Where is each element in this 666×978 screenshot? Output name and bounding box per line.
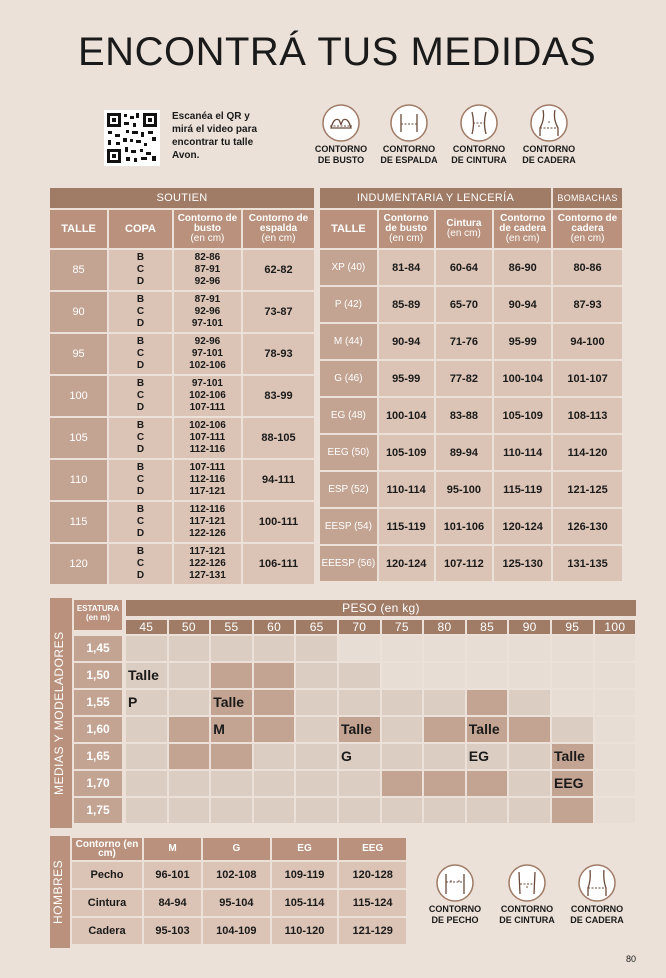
copa-value: C — [136, 264, 145, 275]
busto-value: 97-101 — [191, 318, 223, 329]
indumentaria-header: INDUMENTARIA Y LENCERÍA — [320, 188, 551, 208]
size-label: Talle — [341, 721, 372, 737]
size-cell — [169, 636, 210, 661]
size-cell — [595, 798, 636, 823]
copa-value: B — [136, 378, 145, 389]
chest-measure-icon — [436, 864, 474, 902]
indu-cintura: 60-64 — [436, 250, 493, 285]
copa-value: D — [136, 360, 145, 371]
size-cell — [211, 663, 252, 688]
soutien-copa — [109, 334, 172, 374]
size-cell — [169, 771, 210, 796]
busto-value: 122-126 — [189, 528, 226, 539]
weight-label: 100 — [595, 620, 636, 634]
size-label: Talle — [213, 694, 245, 710]
copa-value: D — [136, 276, 145, 287]
hombres-value: 115-124 — [339, 890, 406, 916]
weight-label: 70 — [339, 620, 380, 634]
page-title: ENCONTRÁ TUS MEDIDAS — [78, 30, 597, 74]
soutien-talle: 85 — [50, 250, 107, 290]
hombres-value: 96-101 — [144, 862, 201, 888]
indu-busto: 115-119 — [379, 509, 434, 544]
size-cell — [254, 690, 295, 715]
bust-measure-icon — [322, 104, 360, 142]
indu-talle: M (44) — [320, 324, 377, 359]
waist-measure-icon — [460, 104, 498, 142]
size-cell — [509, 663, 550, 688]
busto-value: 117-121 — [189, 486, 226, 497]
indu-cintura: 101-106 — [436, 509, 493, 544]
men-measure-icons — [420, 864, 640, 934]
size-cell — [126, 798, 167, 823]
copa-value: B — [136, 462, 145, 473]
size-label: P — [128, 694, 138, 710]
size-cell — [296, 771, 337, 796]
indu-cintura: 77-82 — [436, 361, 493, 396]
weight-label: 60 — [254, 620, 295, 634]
copa-value: B — [136, 420, 145, 431]
soutien-talle: 90 — [50, 292, 107, 332]
indu-bomb: 80-86 — [553, 250, 622, 285]
soutien-copa — [109, 460, 172, 500]
soutien-talle: 105 — [50, 418, 107, 458]
chest-icon-item: CONTORNO DE PECHO — [420, 864, 490, 926]
indu-cintura: 89-94 — [436, 435, 493, 470]
size-cell — [424, 690, 465, 715]
hombres-value: 95-104 — [203, 890, 270, 916]
soutien-copa — [109, 292, 172, 332]
height-label: 1,70 — [74, 771, 122, 796]
size-cell — [509, 717, 550, 742]
estatura-header: ESTATURA (en m) — [74, 600, 122, 630]
size-cell — [382, 636, 423, 661]
size-cell — [467, 663, 508, 688]
indu-bomb: 114-120 — [553, 435, 622, 470]
size-cell — [467, 690, 508, 715]
height-label: 1,65 — [74, 744, 122, 769]
copa-value: D — [136, 570, 145, 581]
copa-value: C — [136, 348, 145, 359]
busto-value: 102-106 — [189, 420, 226, 431]
size-cell — [595, 744, 636, 769]
copa-value: D — [136, 528, 145, 539]
weight-label: 65 — [296, 620, 337, 634]
size-cell — [254, 744, 295, 769]
size-cell — [509, 798, 550, 823]
busto-value: 102-106 — [189, 390, 226, 401]
size-cell — [126, 717, 167, 742]
men-waist-measure-icon — [508, 864, 546, 902]
size-cell — [595, 690, 636, 715]
copa-value: C — [136, 306, 145, 317]
size-cell — [296, 636, 337, 661]
size-cell — [254, 771, 295, 796]
busto-value: 107-111 — [189, 462, 226, 473]
soutien-copa — [109, 376, 172, 416]
back-icon-item: CONTORNO DE ESPALDA — [374, 104, 444, 166]
busto-value: 82-86 — [194, 252, 221, 263]
size-cell — [254, 717, 295, 742]
peso-header: PESO (en kg) — [126, 600, 636, 616]
indumentaria-table: INDUMENTARIA Y LENCERÍA BOMBACHAS TALLE Contorno de busto (en cm) Cintura (en cm) Contorno de cadera (en cm) Contorno de cadera (en cm) XP (40) 81-84 60-64 86-90 80-86 P (42) 85-89 65-70 90-94 87-93 M (44) 90-94 71-76 95-99 94-100 G (46) 95-99 77-82 100-104 101-107 EG (48) 100-104 83-88 105-109 108-113 EEG (50) 105-109 89-94 110-114 114-120 ESP (52) 110-114 95-100 115-119 121-125 EESP (54) 115-119 101-106 120-124 126-130 EEESP (56) 120-124 107-112 125-130 131-135 — [318, 186, 624, 583]
size-cell — [296, 717, 337, 742]
soutien-busto — [174, 502, 241, 542]
size-label: M — [213, 721, 225, 737]
indu-busto: 90-94 — [379, 324, 434, 359]
hombres-side-label: HOMBRES — [51, 859, 65, 925]
soutien-busto — [174, 460, 241, 500]
indu-talle: XP (40) — [320, 250, 377, 285]
indu-cadera: 125-130 — [494, 546, 551, 581]
indu-cintura: 95-100 — [436, 472, 493, 507]
size-cell — [509, 744, 550, 769]
bombachas-header: BOMBACHAS — [553, 188, 622, 208]
indu-cadera: 115-119 — [494, 472, 551, 507]
bust-icon-item: CONTORNO DE BUSTO — [306, 104, 376, 166]
soutien-talle: 110 — [50, 460, 107, 500]
size-cell — [424, 744, 465, 769]
weight-label: 95 — [552, 620, 593, 634]
hombres-value: 121-129 — [339, 918, 406, 944]
size-cell — [424, 663, 465, 688]
hombres-section: HOMBRES Contorno (en cm) M G EG EEG Pecho 96-101 102-108 109-119 120-128 Cintura 84-94 95-104 105-114 115-124 Cadera 95-103 104-109 110-120 121-129 — [50, 836, 410, 948]
size-cell — [254, 636, 295, 661]
size-cell — [424, 717, 465, 742]
indu-busto: 120-124 — [379, 546, 434, 581]
size-cell — [382, 663, 423, 688]
qr-code-icon[interactable] — [104, 110, 160, 166]
size-label: EG — [468, 748, 490, 764]
indu-cintura: 71-76 — [436, 324, 493, 359]
soutien-copa — [109, 418, 172, 458]
indu-bomb: 108-113 — [553, 398, 622, 433]
soutien-busto — [174, 376, 241, 416]
indu-cadera: 105-109 — [494, 398, 551, 433]
weight-label: 85 — [467, 620, 508, 634]
copa-value: D — [136, 444, 145, 455]
size-cell — [211, 798, 252, 823]
indu-bomb: 101-107 — [553, 361, 622, 396]
indu-bomb: 126-130 — [553, 509, 622, 544]
hombres-value: 105-114 — [272, 890, 338, 916]
copa-value: B — [136, 546, 145, 557]
soutien-busto — [174, 334, 241, 374]
indu-cadera: 110-114 — [494, 435, 551, 470]
size-cell — [509, 771, 550, 796]
indu-cadera: 95-99 — [494, 324, 551, 359]
soutien-espalda: 106-111 — [243, 544, 314, 584]
soutien-talle: 115 — [50, 502, 107, 542]
size-cell — [296, 690, 337, 715]
hombres-value: 84-94 — [144, 890, 201, 916]
indu-talle: EEG (50) — [320, 435, 377, 470]
busto-value: 87-91 — [194, 264, 221, 275]
men-hip-icon-item: CONTORNO DE CADERA — [562, 864, 632, 926]
size-cell — [211, 636, 252, 661]
copa-value: B — [136, 504, 145, 515]
size-cell — [169, 663, 210, 688]
indu-talle: P (42) — [320, 287, 377, 322]
busto-value: 112-116 — [189, 444, 226, 455]
soutien-espalda: 78-93 — [243, 334, 314, 374]
busto-value: 87-91 — [194, 294, 221, 305]
back-measure-icon — [390, 104, 428, 142]
size-cell — [211, 771, 252, 796]
indu-talle: EESP (54) — [320, 509, 377, 544]
height-label: 1,60 — [74, 717, 122, 742]
size-cell — [382, 744, 423, 769]
busto-value: 97-101 — [191, 378, 223, 389]
hombres-value: 110-120 — [272, 918, 338, 944]
size-cell — [126, 636, 167, 661]
hombres-value: 95-103 — [144, 918, 201, 944]
size-cell — [424, 636, 465, 661]
size-cell — [467, 798, 508, 823]
size-cell — [382, 690, 423, 715]
soutien-header: SOUTIEN — [50, 188, 314, 208]
indu-bomb: 121-125 — [553, 472, 622, 507]
soutien-espalda: 94-111 — [243, 460, 314, 500]
weight-label: 50 — [169, 620, 210, 634]
indu-cintura: 65-70 — [436, 287, 493, 322]
size-cell — [382, 717, 423, 742]
height-label: 1,45 — [74, 636, 122, 661]
size-cell — [467, 771, 508, 796]
copa-value: C — [136, 516, 145, 527]
page-number: 80 — [625, 954, 636, 964]
soutien-espalda: 83-99 — [243, 376, 314, 416]
soutien-espalda: 100-111 — [243, 502, 314, 542]
indu-busto: 110-114 — [379, 472, 434, 507]
size-label: EEG — [554, 775, 584, 791]
busto-value: 117-121 — [189, 546, 226, 557]
copa-value: D — [136, 318, 145, 329]
copa-value: D — [136, 486, 145, 497]
measure-icons — [306, 104, 596, 176]
size-cell — [424, 771, 465, 796]
soutien-copa — [109, 502, 172, 542]
indu-talle: EEESP (56) — [320, 546, 377, 581]
size-label: Talle — [128, 667, 159, 683]
busto-value: 112-116 — [189, 504, 226, 515]
size-cell — [339, 798, 380, 823]
size-label: Talle — [468, 721, 500, 737]
soutien-talle: 100 — [50, 376, 107, 416]
busto-value: 122-126 — [189, 558, 226, 569]
busto-value: 107-111 — [189, 432, 226, 443]
busto-value: 92-96 — [194, 276, 221, 287]
size-cell — [595, 717, 636, 742]
height-label: 1,75 — [74, 798, 122, 823]
size-cell — [254, 663, 295, 688]
size-cell — [169, 744, 210, 769]
size-cell — [339, 663, 380, 688]
indu-busto: 100-104 — [379, 398, 434, 433]
indu-cadera: 90-94 — [494, 287, 551, 322]
size-cell — [595, 636, 636, 661]
indu-busto: 95-99 — [379, 361, 434, 396]
size-cell — [552, 690, 593, 715]
indu-cadera: 120-124 — [494, 509, 551, 544]
size-cell — [509, 636, 550, 661]
hombres-value: 102-108 — [203, 862, 270, 888]
size-label: Talle — [554, 748, 585, 764]
hombres-value: 120-128 — [339, 862, 406, 888]
size-cell — [296, 744, 337, 769]
size-cell — [126, 771, 167, 796]
copa-value: D — [136, 402, 145, 413]
busto-value: 92-96 — [194, 336, 221, 347]
indu-cintura: 107-112 — [436, 546, 493, 581]
size-cell — [169, 798, 210, 823]
size-cell — [552, 717, 593, 742]
hombres-label: Cadera — [72, 918, 142, 944]
soutien-copa — [109, 544, 172, 584]
weight-label: 55 — [211, 620, 252, 634]
indu-cintura: 83-88 — [436, 398, 493, 433]
size-cell — [339, 636, 380, 661]
busto-value: 112-116 — [189, 474, 226, 485]
copa-value: B — [136, 252, 145, 263]
copa-value: C — [136, 432, 145, 443]
height-label: 1,50 — [74, 663, 122, 688]
size-cell — [382, 771, 423, 796]
hombres-value: 109-119 — [272, 862, 338, 888]
soutien-busto — [174, 544, 241, 584]
indu-cadera: 86-90 — [494, 250, 551, 285]
copa-value: C — [136, 390, 145, 401]
hombres-label: Cintura — [72, 890, 142, 916]
indu-bomb: 87-93 — [553, 287, 622, 322]
weight-label: 75 — [382, 620, 423, 634]
busto-value: 127-131 — [189, 570, 226, 581]
size-cell — [169, 717, 210, 742]
size-cell — [296, 798, 337, 823]
soutien-talle: 95 — [50, 334, 107, 374]
height-label: 1,55 — [74, 690, 122, 715]
soutien-busto — [174, 418, 241, 458]
indu-bomb: 94-100 — [553, 324, 622, 359]
busto-value: 107-111 — [189, 402, 226, 413]
busto-value: 97-101 — [191, 348, 223, 359]
size-cell — [552, 798, 593, 823]
size-cell — [211, 744, 252, 769]
size-label: G — [341, 748, 352, 764]
indu-talle: EG (48) — [320, 398, 377, 433]
weight-label: 45 — [126, 620, 167, 634]
busto-value: 92-96 — [194, 306, 221, 317]
size-cell — [254, 798, 295, 823]
soutien-copa — [109, 250, 172, 290]
busto-value: 102-106 — [189, 360, 226, 371]
copa-value: B — [136, 336, 145, 347]
copa-value: C — [136, 474, 145, 485]
soutien-espalda: 73-87 — [243, 292, 314, 332]
weight-label: 90 — [509, 620, 550, 634]
indu-talle: G (46) — [320, 361, 377, 396]
size-cell — [467, 636, 508, 661]
indu-cadera: 100-104 — [494, 361, 551, 396]
indu-busto: 105-109 — [379, 435, 434, 470]
hip-icon-item: CONTORNO DE CADERA — [514, 104, 584, 166]
copa-value: B — [136, 294, 145, 305]
indu-busto: 81-84 — [379, 250, 434, 285]
size-cell — [126, 744, 167, 769]
medias-section — [50, 598, 640, 828]
size-cell — [552, 636, 593, 661]
soutien-busto — [174, 292, 241, 332]
size-cell — [296, 663, 337, 688]
size-cell — [424, 798, 465, 823]
size-cell — [382, 798, 423, 823]
busto-value: 117-121 — [189, 516, 226, 527]
men-hip-measure-icon — [578, 864, 616, 902]
size-cell — [169, 690, 210, 715]
medias-side-label: MEDIAS Y MODELADORES — [52, 631, 66, 795]
qr-instructions: Escanéa el QR y mirá el video para encontrar tu talle Avon. — [172, 111, 258, 161]
hip-measure-icon — [530, 104, 568, 142]
waist-icon-item: CONTORNO DE CINTURA — [444, 104, 514, 166]
indu-busto: 85-89 — [379, 287, 434, 322]
hombres-value: 104-109 — [203, 918, 270, 944]
size-cell — [339, 771, 380, 796]
size-cell — [509, 690, 550, 715]
size-cell — [552, 663, 593, 688]
size-cell — [339, 690, 380, 715]
weight-label: 80 — [424, 620, 465, 634]
size-cell — [595, 663, 636, 688]
hombres-label: Pecho — [72, 862, 142, 888]
copa-value: C — [136, 558, 145, 569]
soutien-espalda: 88-105 — [243, 418, 314, 458]
soutien-espalda: 62-82 — [243, 250, 314, 290]
soutien-talle: 120 — [50, 544, 107, 584]
size-cell — [595, 771, 636, 796]
indu-talle: ESP (52) — [320, 472, 377, 507]
soutien-table: SOUTIEN TALLE COPA Contorno de busto (en cm) Contorno de espalda (en cm) 85 B C D 82-86 87-91 92-96 62-82 90 B C D 87-91 92-96 97-101 73-87 95 B C D 92-96 97-101 102-106 78-93 100 B C D 97-101 102-106 107-111 83-99 105 B C D 102-106 107-111 112-116 88-105 110 B C D 107-111 112-116 117-121 94-111 115 B C D 112-116 117-121 122-126 100-111 120 B C D 117-121 122-126 127-131 106-111 — [48, 186, 316, 586]
men-waist-icon-item: CONTORNO DE CINTURA — [492, 864, 562, 926]
indu-bomb: 131-135 — [553, 546, 622, 581]
soutien-busto — [174, 250, 241, 290]
